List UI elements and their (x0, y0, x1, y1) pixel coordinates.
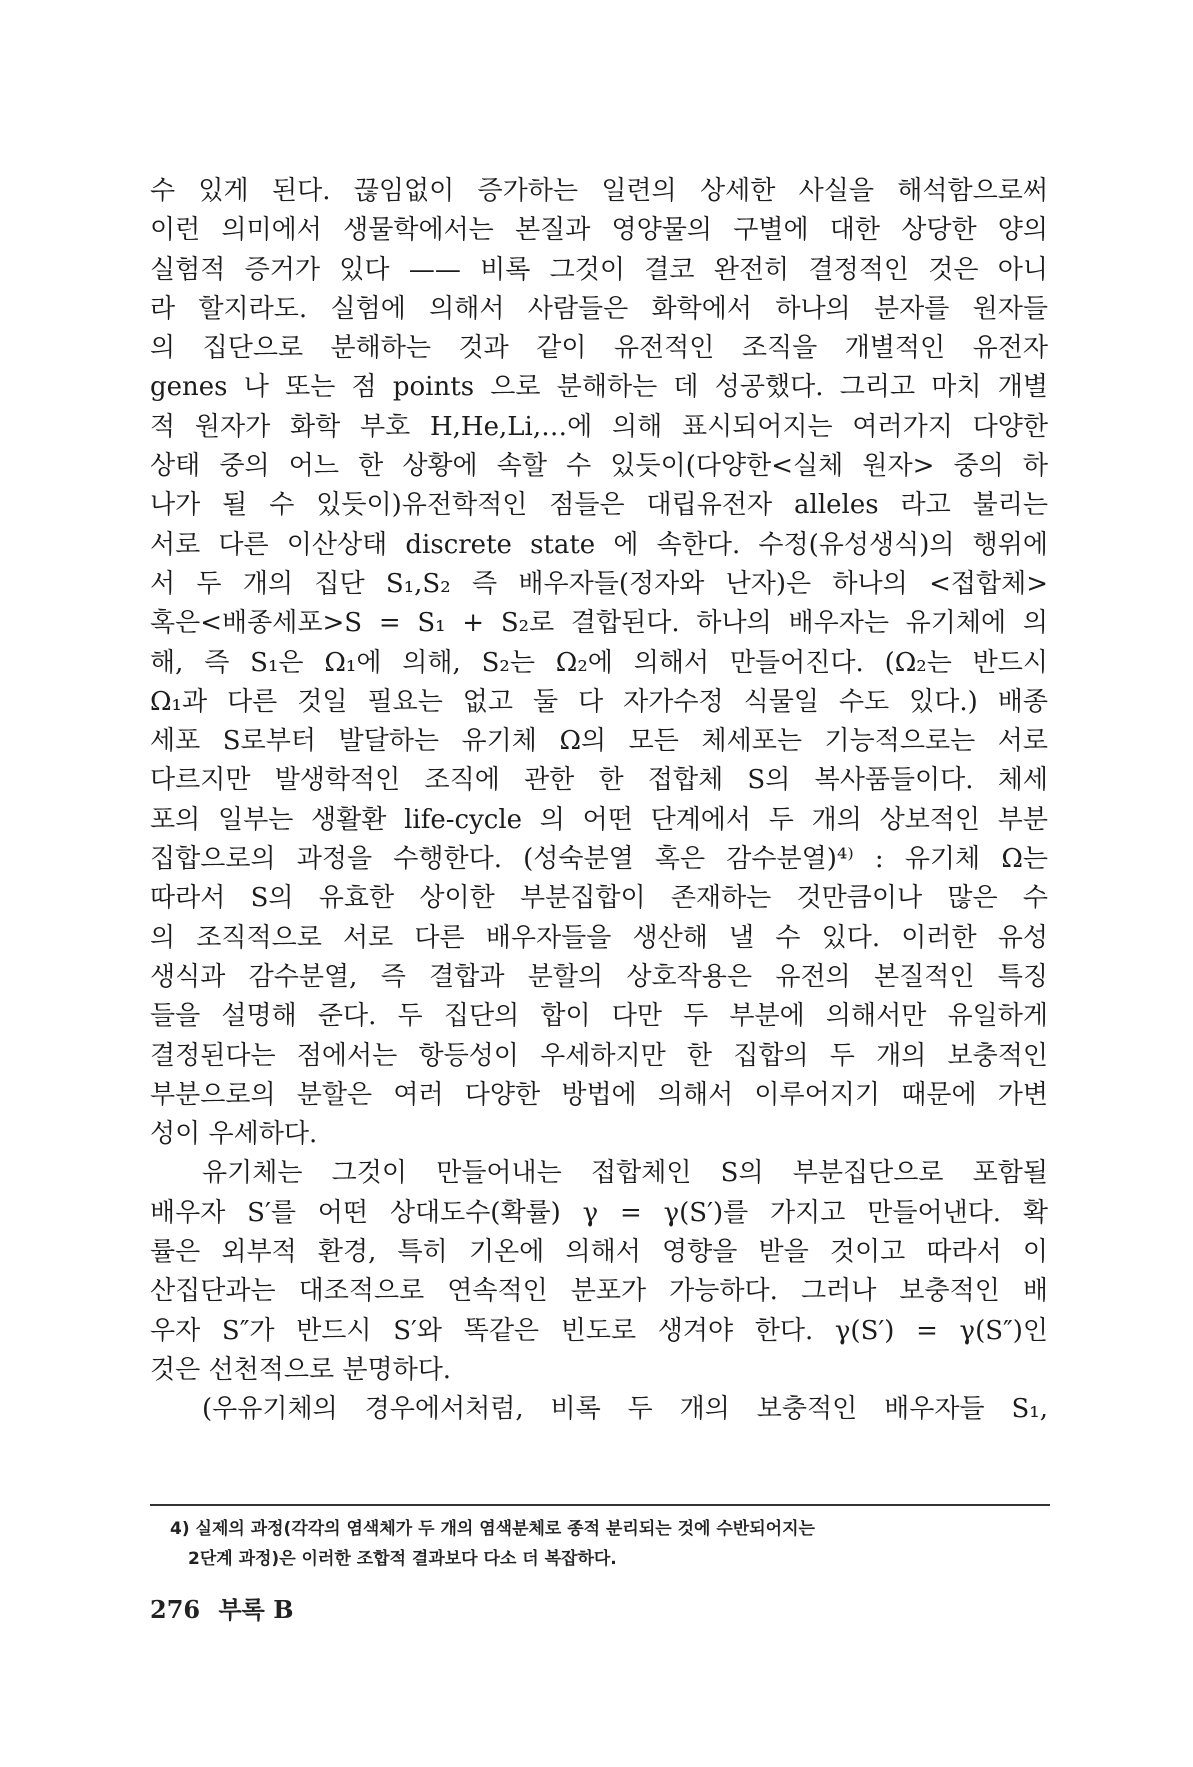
text-line: 수 있게 된다. 끊임없이 증가하는 일련의 상세한 사실을 해석함으로써 (150, 176, 1048, 206)
text-line: 세포 S로부터 발달하는 유기체 Ω의 모든 체세포는 기능적으로는 서로 (150, 726, 1048, 757)
footnote-divider (150, 1504, 1050, 1506)
page-number: 276 (150, 1595, 201, 1624)
text-line: 배우자 S′를 어떤 상대도수(확률) γ = γ(S′)를 가지고 만들어낸다. 확 (150, 1197, 1048, 1228)
text-line: 우자 S″가 반드시 S′와 똑같은 빈도로 생겨야 한다. γ(S′) = γ(S″)인 (150, 1315, 1048, 1346)
text-line: 것은 선천적으로 분명하다. (150, 1354, 452, 1385)
text-line: 적 원자가 화학 부호 H,He,Li,…에 의해 표시되어지는 여러가지 다양한 (150, 411, 1048, 442)
text-line: 서 두 개의 집단 S₁,S₂ 즉 배우자들(정자와 난자)은 하나의 <접합체> (150, 568, 1048, 599)
text-line: 집합으로의 과정을 수행한다. (성숙분열 혹은 감수분열)⁴⁾ : 유기체 Ω는 (150, 844, 1048, 875)
footnote-text: 실제의 과정(각각의 염색체가 두 개의 염색분체로 종적 분리되는 것에 수반되어지는 (195, 1519, 815, 1539)
footnote-text: 2단계 과정)은 이러한 조합적 결과보다 다소 더 복잡하다. (188, 1549, 617, 1569)
text-line: 실험적 증거가 있다 —— 비록 그것이 결코 완전히 결정적인 것은 아니 (150, 254, 1048, 285)
text-line: 률은 외부적 환경, 특히 기온에 의해서 영향을 받을 것이고 따라서 이 (150, 1237, 1048, 1268)
text-line: (우유기체의 경우에서처럼, 비록 두 개의 보충적인 배우자들 S₁, (202, 1394, 1048, 1425)
text-line: genes 나 또는 점 points 으로 분해하는 데 성공했다. 그리고 마치 개별 (150, 372, 1048, 403)
page-footer (150, 1590, 303, 1625)
text-line: 혹은<배종세포>S = S₁ + S₂로 결합된다. 하나의 배우자는 유기체에 의 (150, 608, 1048, 639)
section-label: 부록 B (218, 1595, 294, 1624)
text-line: 나가 될 수 있듯이)유전학적인 점들은 대립유전자 alleles 라고 불리는 (150, 490, 1048, 521)
text-line: 들을 설명해 준다. 두 집단의 합이 다만 두 부분에 의해서만 유일하게 (150, 1001, 1048, 1032)
text-line: 상태 중의 어느 한 상황에 속할 수 있듯이(다양한<실체 원자> 중의 하 (150, 451, 1048, 482)
text-line: 라 할지라도. 실험에 의해서 사람들은 화학에서 하나의 분자를 원자들 (150, 293, 1048, 324)
text-line: 의 조직적으로 서로 다른 배우자들을 생산해 낼 수 있다. 이러한 유성 (150, 922, 1048, 953)
text-line: 생식과 감수분열, 즉 결합과 분할의 상호작용은 유전의 본질적인 특징 (150, 961, 1048, 992)
text-line: 산집단과는 대조적으로 연속적인 분포가 가능하다. 그러나 보충적인 배 (150, 1276, 1048, 1307)
text-line: 다르지만 발생학적인 조직에 관한 한 접합체 S의 복사품들이다. 체세 (150, 765, 1048, 796)
text-line: 성이 우세하다. (150, 1119, 318, 1150)
text-line: 포의 일부는 생활환 life-cycle 의 어떤 단계에서 두 개의 상보적인 부분 (150, 804, 1048, 835)
footnote-marker: 4) (170, 1519, 190, 1539)
footnote-line (170, 1544, 1050, 1574)
text-line: 해, 즉 S₁은 Ω₁에 의해, S₂는 Ω₂에 의해서 만들어진다. (Ω₂는 반드시 (150, 647, 1048, 678)
text-line: 서로 다른 이산상태 discrete state 에 속한다. 수정(유성생식)의 행위에 (150, 529, 1048, 560)
body-text (150, 172, 1048, 1430)
text-line: 이런 의미에서 생물학에서는 본질과 영양물의 구별에 대한 상당한 양의 (150, 215, 1048, 246)
text-line: 부분으로의 분할은 여러 다양한 방법에 의해서 이루어지기 때문에 가변 (150, 1079, 1048, 1110)
text-line: 따라서 S의 유효한 상이한 부분집합이 존재하는 것만큼이나 많은 수 (150, 883, 1048, 914)
text-line: Ω₁과 다른 것일 필요는 없고 둘 다 자가수정 식물일 수도 있다.) 배종 (150, 686, 1048, 717)
text-line: 유기체는 그것이 만들어내는 접합체인 S의 부분집단으로 포함될 (202, 1158, 1048, 1189)
text-line: 결정된다는 점에서는 항등성이 우세하지만 한 집합의 두 개의 보충적인 (150, 1040, 1048, 1071)
text-line: 의 집단으로 분해하는 것과 같이 유전적인 조직을 개별적인 유전자 (150, 333, 1048, 364)
footnote (170, 1514, 1050, 1574)
footnote-line (170, 1514, 1050, 1544)
